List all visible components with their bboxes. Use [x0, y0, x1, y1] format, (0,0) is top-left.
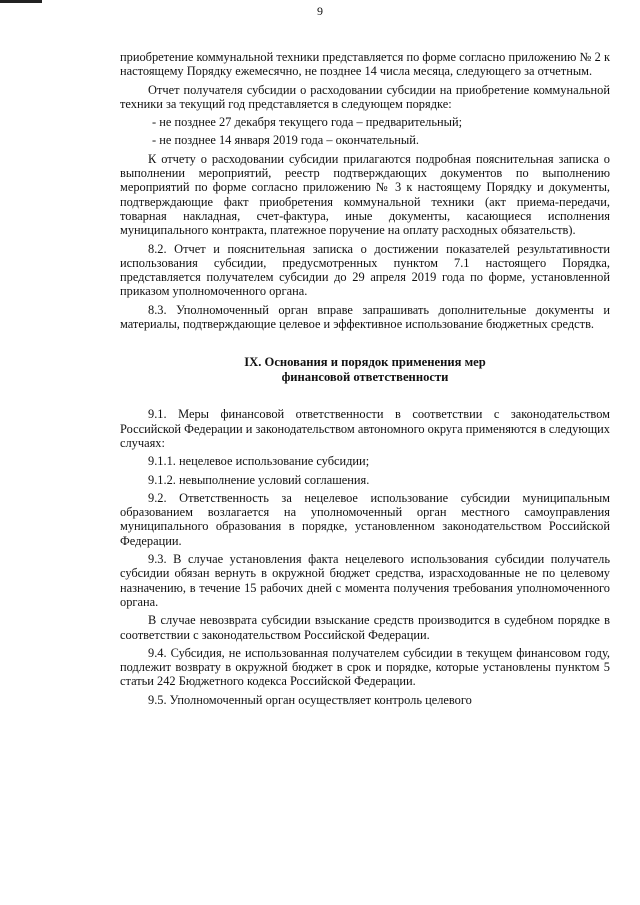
section-title-line-1: IX. Основания и порядок применения мер: [244, 355, 486, 370]
scan-corner-mark: [0, 0, 42, 3]
paragraph: - не позднее 14 января 2019 года – окончательный.: [152, 133, 419, 148]
paragraph: 9.4. Субсидия, не использованная получателем субсидии в текущем финансовом году, подлежит возврату в окружной бюджет в срок и порядке, которые установлены пунктом 5 статьи 242 Бюджетного кодекса Российской Федерации.: [120, 645, 610, 689]
section-paragraphs: [120, 407, 610, 707]
section-title-line-2: финансовой ответственности: [281, 370, 449, 385]
page-number: 9: [317, 4, 323, 18]
paragraph: 8.2. Отчет и пояснительная записка о достижении показателей результативности использования субсидии, предусмотренных пунктом 7.1 настоящего Порядка, представляется получателем субсидии до 29 апреля 2019 года по форме, установленной приказом уполномоченного органа.: [120, 241, 610, 299]
paragraphs-before-section: [120, 50, 610, 331]
paragraph: 8.3. Уполномоченный орган вправе запрашивать дополнительные документы и материалы, подтверждающие целевое и эффективное использование бюджетных средств.: [120, 302, 610, 332]
paragraph: 9.5. Уполномоченный орган осуществляет контроль целевого: [148, 692, 472, 707]
paragraph: К отчету о расходовании субсидии прилагаются подробная пояснительная записка о выполнении мероприятий, реестр подтверждающих документов по выполнению мероприятий по форме согласно приложению № 3 к настоящему Порядку и документы, подтверждающие факт приобретения коммунальной техники (акт приема-передачи, товарная накладная, счет-фактура, иные документы, касающиеся исполнения муниципального контракта, платежное поручение на оплату расходных обязательств).: [120, 151, 610, 238]
paragraph: 9.2. Ответственность за нецелевое использование субсидии муниципальным образованием возлагается на уполномоченный орган местного самоуправления муниципального образования в порядке, установленном законодательством Российской Федерации.: [120, 490, 610, 548]
paragraph: 9.3. В случае установления факта нецелевого использования субсидии получатель субсидии обязан вернуть в окружной бюджет средства, израсходованные не по целевому назначению, в течение 15 рабочих дней с момента получения требования уполномоченного органа.: [120, 552, 610, 609]
paragraph: 9.1.1. нецелевое использование субсидии;: [148, 454, 370, 469]
paragraph: 9.1.2. невыполнение условий соглашения.: [148, 472, 370, 487]
paragraph: В случае невозврата субсидии взыскание средств производится в судебном порядке в соответствии с законодательством Российской Федерации.: [120, 613, 610, 642]
document-body: [120, 50, 610, 707]
paragraph: 9.1. Меры финансовой ответственности в соответствии с законодательством Российской Федерации и законодательством автономного округа применяются в следующих случаях:: [120, 407, 610, 450]
paragraph: - не позднее 27 декабря текущего года – предварительный;: [152, 115, 463, 130]
paragraph: Отчет получателя субсидии о расходовании субсидии на приобретение коммунальной техники за текущий год представляется в следующем порядке:: [120, 82, 610, 111]
paragraph: приобретение коммунальной техники представляется по форме согласно приложению № 2 к настоящему Порядку ежемесячно, не позднее 14 числа месяца, следующего за отчетным.: [120, 50, 610, 79]
section-title: [120, 355, 610, 385]
